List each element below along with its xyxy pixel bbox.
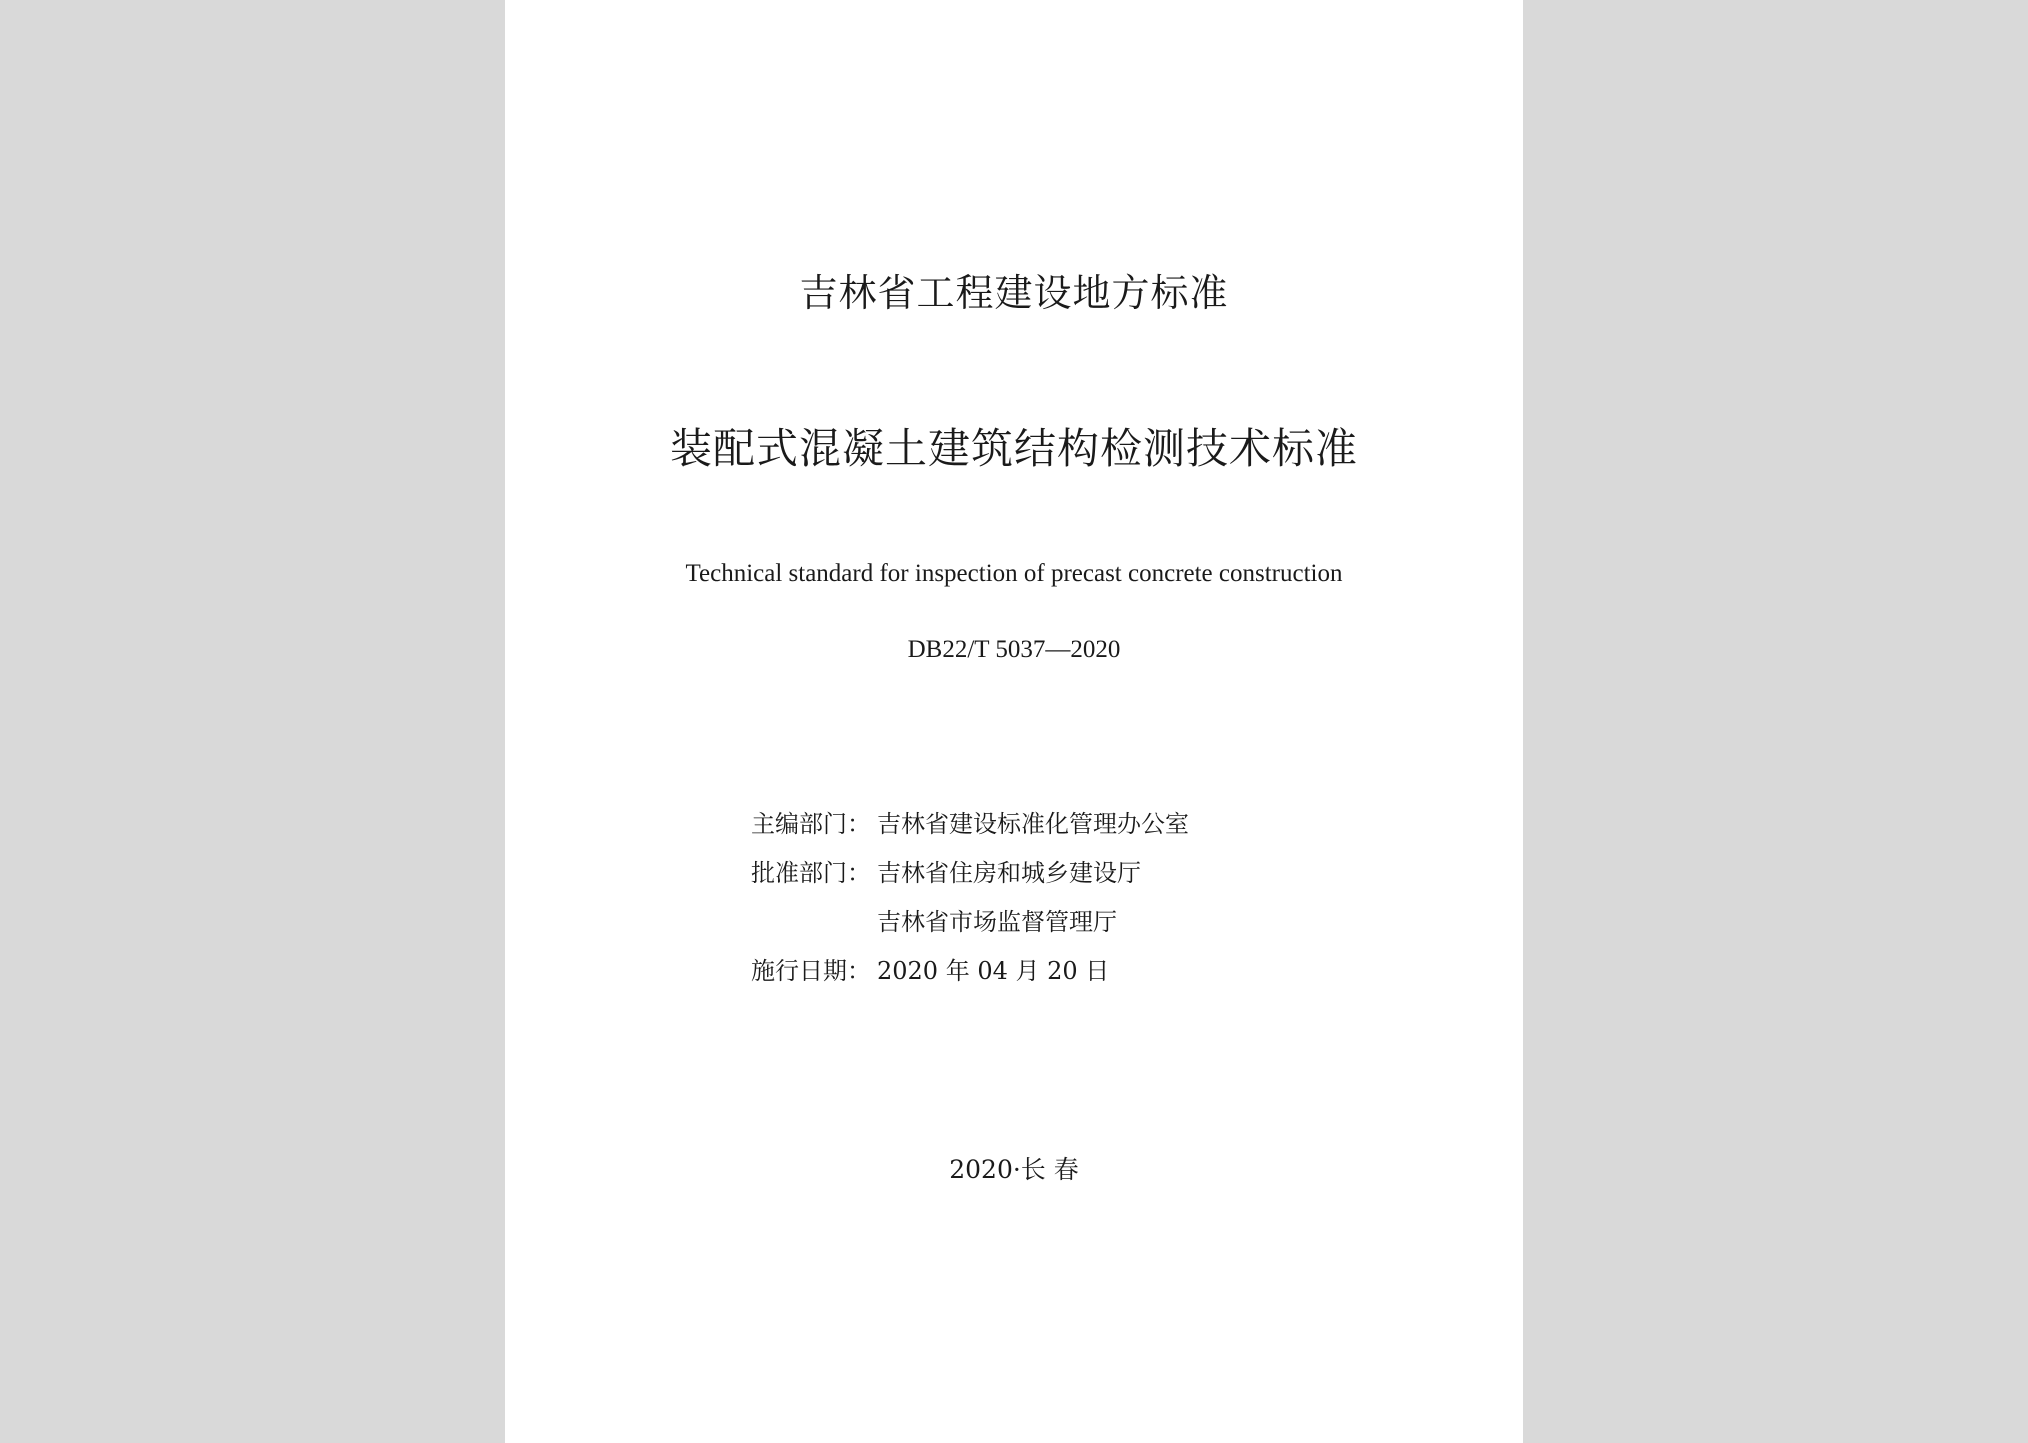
standard-category-title: 吉林省工程建设地方标准 xyxy=(799,271,1229,315)
publication-info xyxy=(751,800,1189,996)
chief-editor-label: 主编部门： xyxy=(751,810,871,838)
chief-editor-value: 吉林省建设标准化管理办公室 xyxy=(877,810,1189,838)
standard-number: DB22/T 5037—2020 xyxy=(907,636,1121,663)
english-title: Technical standard for inspection of precast concrete construction xyxy=(685,560,1343,587)
effective-date-row xyxy=(751,947,1189,996)
document-title: 装配式混凝土建筑结构检测技术标准 xyxy=(669,424,1358,473)
document-page xyxy=(505,0,1523,1443)
approval-row-continued xyxy=(751,898,1189,947)
effective-date-label: 施行日期： xyxy=(751,957,871,985)
publication-place-year: 2020·长 春 xyxy=(949,1155,1079,1184)
approval-value-1: 吉林省住房和城乡建设厅 xyxy=(877,859,1141,887)
approval-value-2: 吉林省市场监督管理厅 xyxy=(877,908,1117,936)
chief-editor-row xyxy=(751,800,1189,849)
approval-label: 批准部门： xyxy=(751,859,871,887)
approval-row xyxy=(751,849,1189,898)
effective-date-value: 2020 年 04 月 20 日 xyxy=(877,957,1110,985)
